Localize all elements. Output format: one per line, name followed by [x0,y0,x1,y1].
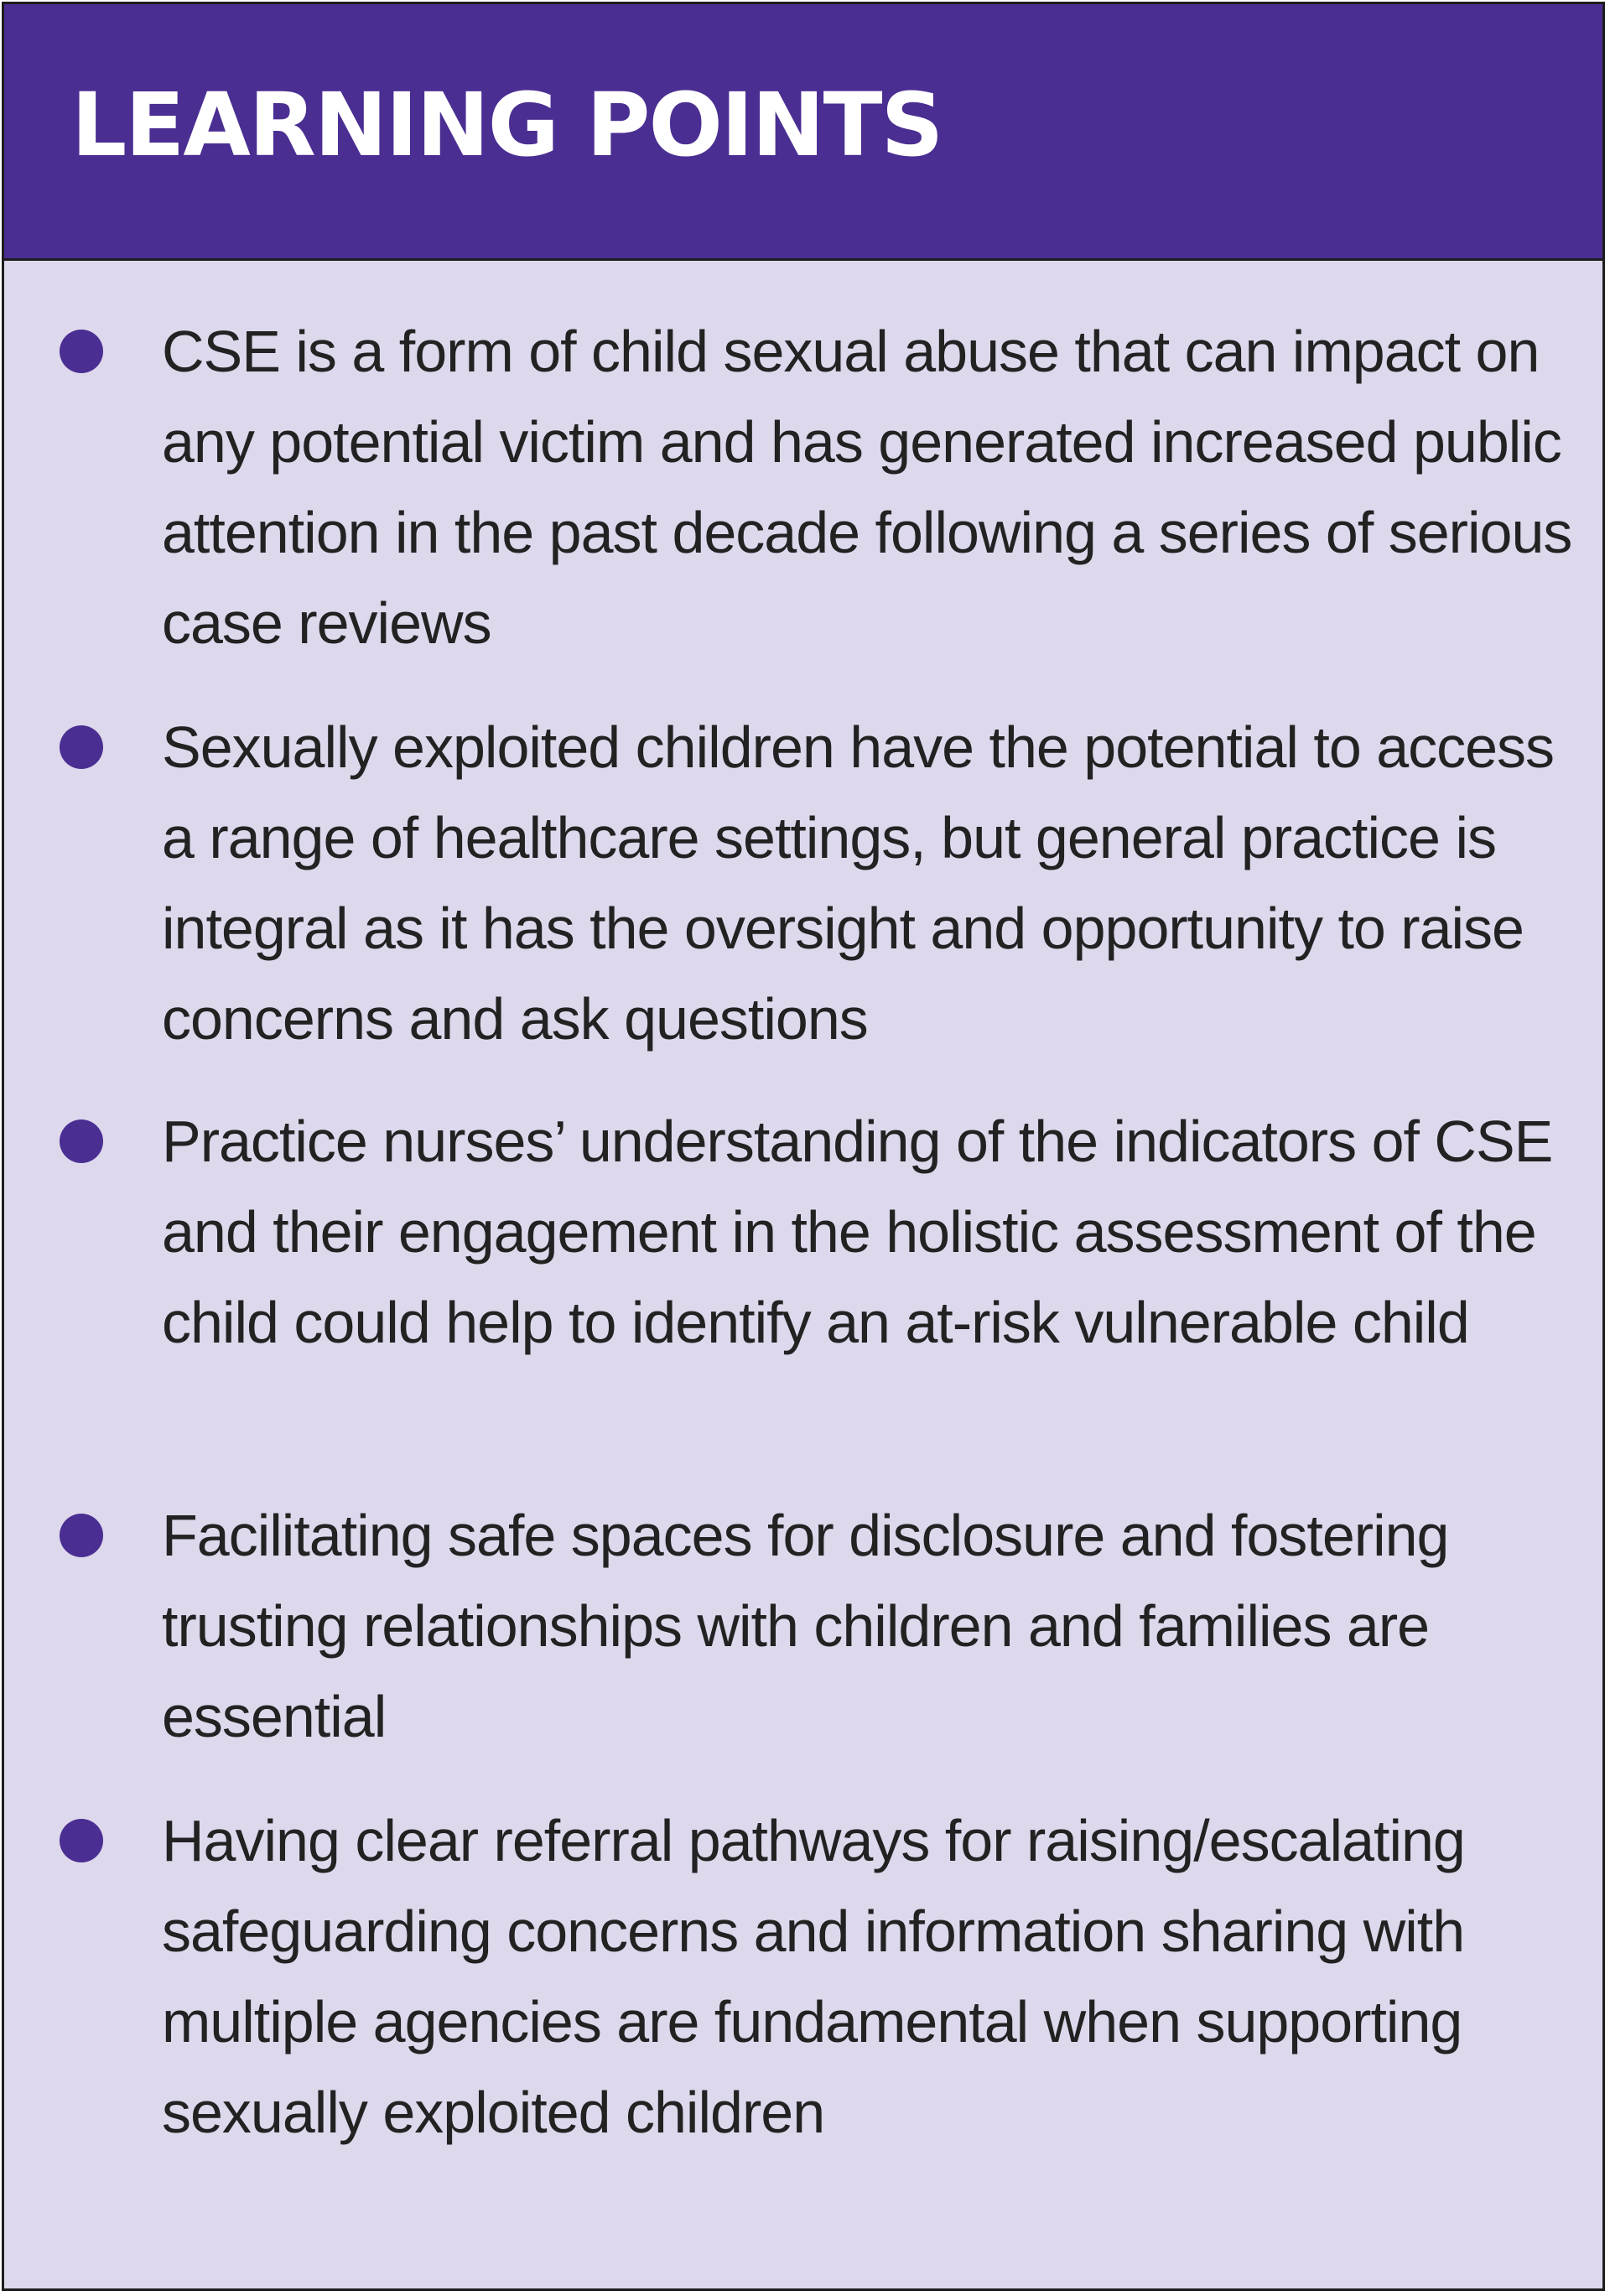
bullet-icon [60,330,103,373]
learning-points-box [2,2,1605,2291]
point-text: Facilitating safe spaces for disclosure and fostering trusting relationships with children and families are essential [162,1503,1449,1749]
point-text: CSE is a form of child sexual abuse that can impact on any potential victim and has generated increased public attention in the past decade following a series of serious case reviews [162,319,1572,656]
bullet-icon [60,725,103,769]
point-text: Having clear referral pathways for raising/escalating safeguarding concerns and information sharing with multiple agencies are fundamental when supporting sexually exploited children [162,1808,1465,2145]
bullet-icon [60,1514,103,1557]
bullet-icon [60,1119,103,1163]
point-text: Practice nurses’ understanding of the indicators of CSE and their engagement in the holistic assessment of the child could help to identify an at-risk vulnerable child [162,1109,1553,1355]
bullet-icon [60,1819,103,1862]
header-bar [4,4,1602,261]
point-text: Sexually exploited children have the potential to access a range of healthcare settings, but general practice is integral as it has the oversight and opportunity to raise concerns and ask questions [162,714,1555,1052]
box-title: LEARNING POINTS [71,73,943,176]
